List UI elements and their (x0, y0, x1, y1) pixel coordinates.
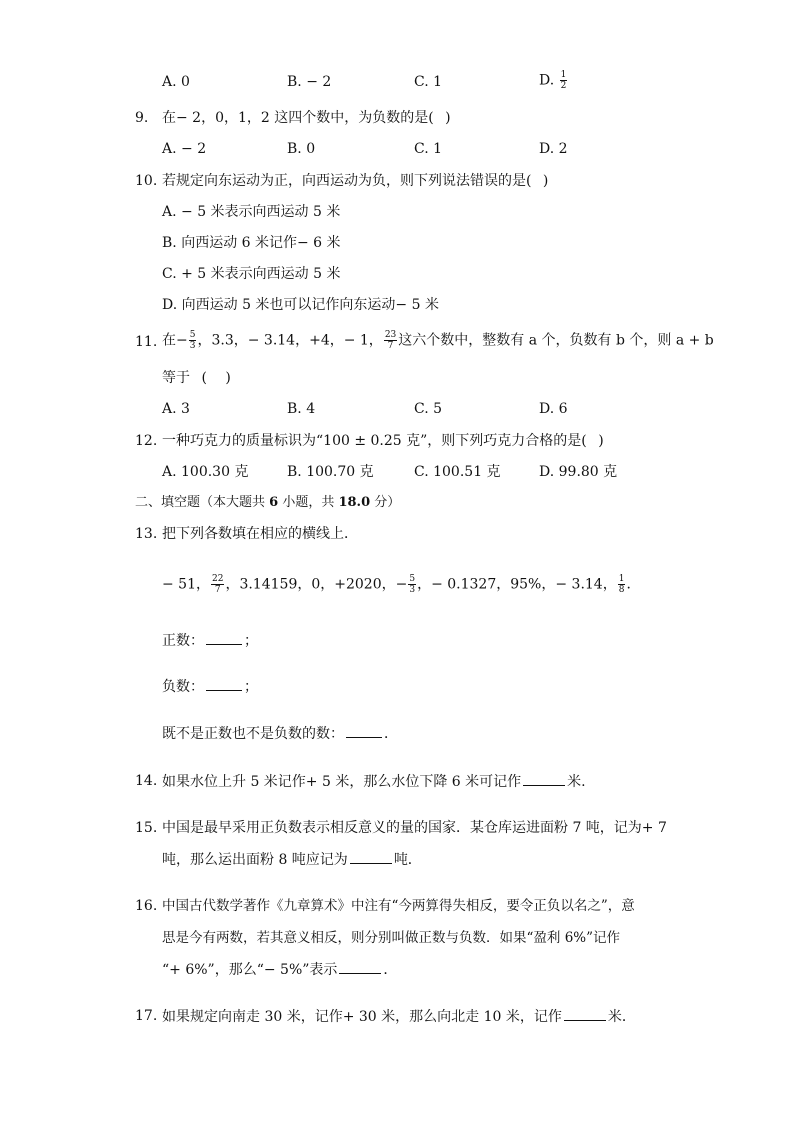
section-2-count: 6 (269, 495, 279, 510)
fraction-denominator: 2 (560, 81, 567, 91)
q17-stem (162, 1006, 636, 1027)
q13-nums-a: − 51， (162, 576, 210, 593)
q13-negative-label: 负数： (162, 679, 204, 695)
q13-positive-label: 正数： (162, 633, 204, 649)
q13-stem: 把下列各数填在相应的横线上． (162, 526, 358, 542)
q10-option-c: C. + 5 米表示向西运动 5 米 (162, 266, 341, 282)
section-2-prefix: 二、填空题（本大题共 (135, 495, 270, 510)
q16-line3-before: “+ 6%”，那么“− 5%”表示 (162, 962, 338, 978)
section-2-mid: 小题，共 (278, 495, 339, 510)
q10-stem: 若规定向东运动为正，向西运动为负，则下列说法错误的是( ) (162, 173, 549, 189)
fraction-denominator: 8 (618, 585, 625, 595)
fraction-numerator: 5 (409, 574, 416, 584)
q16-blank[interactable] (339, 959, 381, 974)
q17-before: 如果规定向南走 30 米，记作+ 30 米，那么向北走 10 米，记作 (162, 1009, 562, 1025)
q8-option-c: C. 1 (414, 74, 443, 90)
q14-number: 14. (135, 773, 158, 789)
section-2-score: 18.0 (338, 495, 371, 510)
q12-option-d: D. 99.80 克 (539, 464, 618, 480)
q13-fraction-b (408, 574, 416, 595)
fraction-denominator: 3 (409, 585, 416, 595)
q11-option-d: D. 6 (539, 401, 568, 417)
fraction-denominator: 7 (387, 341, 394, 351)
q15-line2-after: 吨． (393, 852, 422, 868)
q11-stem-end: 这六个数中，整数有 a 个，负数有 b 个，则 a + b (398, 332, 714, 349)
q13-negative-blank[interactable] (206, 676, 242, 691)
q15-number: 15. (135, 820, 158, 836)
q13-fraction-c (618, 574, 626, 595)
q14-blank[interactable] (523, 771, 565, 786)
q13-neither-blank[interactable] (346, 723, 382, 738)
q13-negative-semicolon: ； (244, 679, 258, 695)
q11-option-b: B. 4 (287, 401, 316, 417)
q13-number-list (162, 574, 640, 595)
q15-line2 (162, 849, 422, 870)
q17-number: 17. (135, 1008, 158, 1024)
q14-stem (162, 771, 586, 792)
fraction-numerator: 23 (384, 330, 397, 340)
q11-stem (162, 330, 714, 351)
q9-option-a: A. − 2 (162, 141, 207, 157)
q11-stem-line2: 等于 ( ) (162, 370, 231, 386)
section-2-suffix: 分） (370, 495, 401, 510)
q11-stem-mid: ，3.3，− 3.14，+4，− 1， (197, 332, 383, 349)
q12-option-c: C. 100.51 克 (414, 464, 501, 480)
fraction-numerator: 22 (212, 574, 224, 584)
q14-after: 米. (567, 774, 586, 790)
q17-after: 米． (607, 1009, 636, 1025)
q11-fraction-2 (384, 330, 397, 351)
q16-line2: 思是今有两数，若其意义相反，则分别叫做正数与负数．如果“盈利 6%”记作 (162, 930, 621, 946)
fraction-denominator: 7 (214, 585, 221, 595)
q8-option-d-label: D. (539, 72, 555, 89)
q13-number: 13. (135, 526, 158, 542)
q11-number: 11. (135, 334, 158, 350)
q13-positive-row (162, 630, 258, 651)
q10-option-a: A. − 5 米表示向西运动 5 米 (162, 204, 341, 220)
q8-option-b: B. − 2 (287, 74, 332, 90)
q9-option-c: C. 1 (414, 141, 443, 157)
q11-option-a: A. 3 (162, 401, 190, 417)
q9-stem: 在− 2，0，1，2 这四个数中，为负数的是( ) (162, 110, 451, 126)
q13-neither-period: ． (384, 726, 398, 742)
q8-option-d (539, 70, 568, 91)
section-2-header (135, 493, 400, 513)
q13-positive-blank[interactable] (206, 630, 242, 645)
q13-positive-semicolon: ； (244, 633, 258, 649)
q16-line3 (162, 959, 397, 980)
q10-option-b: B. 向西运动 6 米记作− 6 米 (162, 235, 341, 251)
q13-negative-row (162, 676, 258, 697)
q14-before: 如果水位上升 5 米记作+ 5 米，那么水位下降 6 米可记作 (162, 774, 522, 790)
q9-option-d: D. 2 (539, 141, 568, 157)
q12-option-a: A. 100.30 克 (162, 464, 249, 480)
fraction-denominator: 3 (189, 341, 196, 351)
fraction-numerator: 1 (560, 70, 567, 80)
q12-number: 12. (135, 433, 158, 449)
q12-stem: 一种巧克力的质量标识为“100 ± 0.25 克”，则下列巧克力合格的是( ) (162, 433, 604, 449)
q15-line1: 中国是最早采用正负数表示相反意义的量的国家．某仓库运进面粉 7 吨，记为+ 7 (162, 820, 667, 836)
q16-number: 16. (135, 898, 158, 914)
q11-stem-start: 在− (162, 332, 188, 349)
q15-line2-before: 吨，那么运出面粉 8 吨应记为 (162, 852, 348, 868)
q15-blank[interactable] (350, 849, 392, 864)
q13-nums-d: ． (626, 576, 641, 593)
q16-line3-after: ． (383, 962, 398, 978)
q9-number: 9. (135, 110, 149, 126)
q12-option-b: B. 100.70 克 (287, 464, 374, 480)
q10-option-d: D. 向西运动 5 米也可以记作向东运动− 5 米 (162, 297, 439, 313)
q9-option-b: B. 0 (287, 141, 316, 157)
fraction-numerator: 5 (189, 330, 196, 340)
fraction-numerator: 1 (618, 574, 625, 584)
q8-option-d-fraction (560, 70, 568, 91)
q13-nums-b: ，3.14159，0，+2020，− (225, 576, 408, 593)
q13-fraction-a (211, 574, 224, 595)
q13-neither-row (162, 723, 398, 744)
q13-nums-c: ，− 0.1327，95%，− 3.14， (417, 576, 617, 593)
q17-blank[interactable] (564, 1006, 606, 1021)
q16-line1: 中国古代数学著作《九章算术》中注有“今两算得失相反，要令正负以名之”，意 (162, 898, 635, 914)
q8-option-a: A. 0 (162, 74, 190, 90)
q13-neither-label: 既不是正数也不是负数的数： (162, 726, 344, 742)
q10-number: 10. (135, 173, 158, 189)
q11-fraction-1 (189, 330, 197, 351)
q11-option-c: C. 5 (414, 401, 443, 417)
